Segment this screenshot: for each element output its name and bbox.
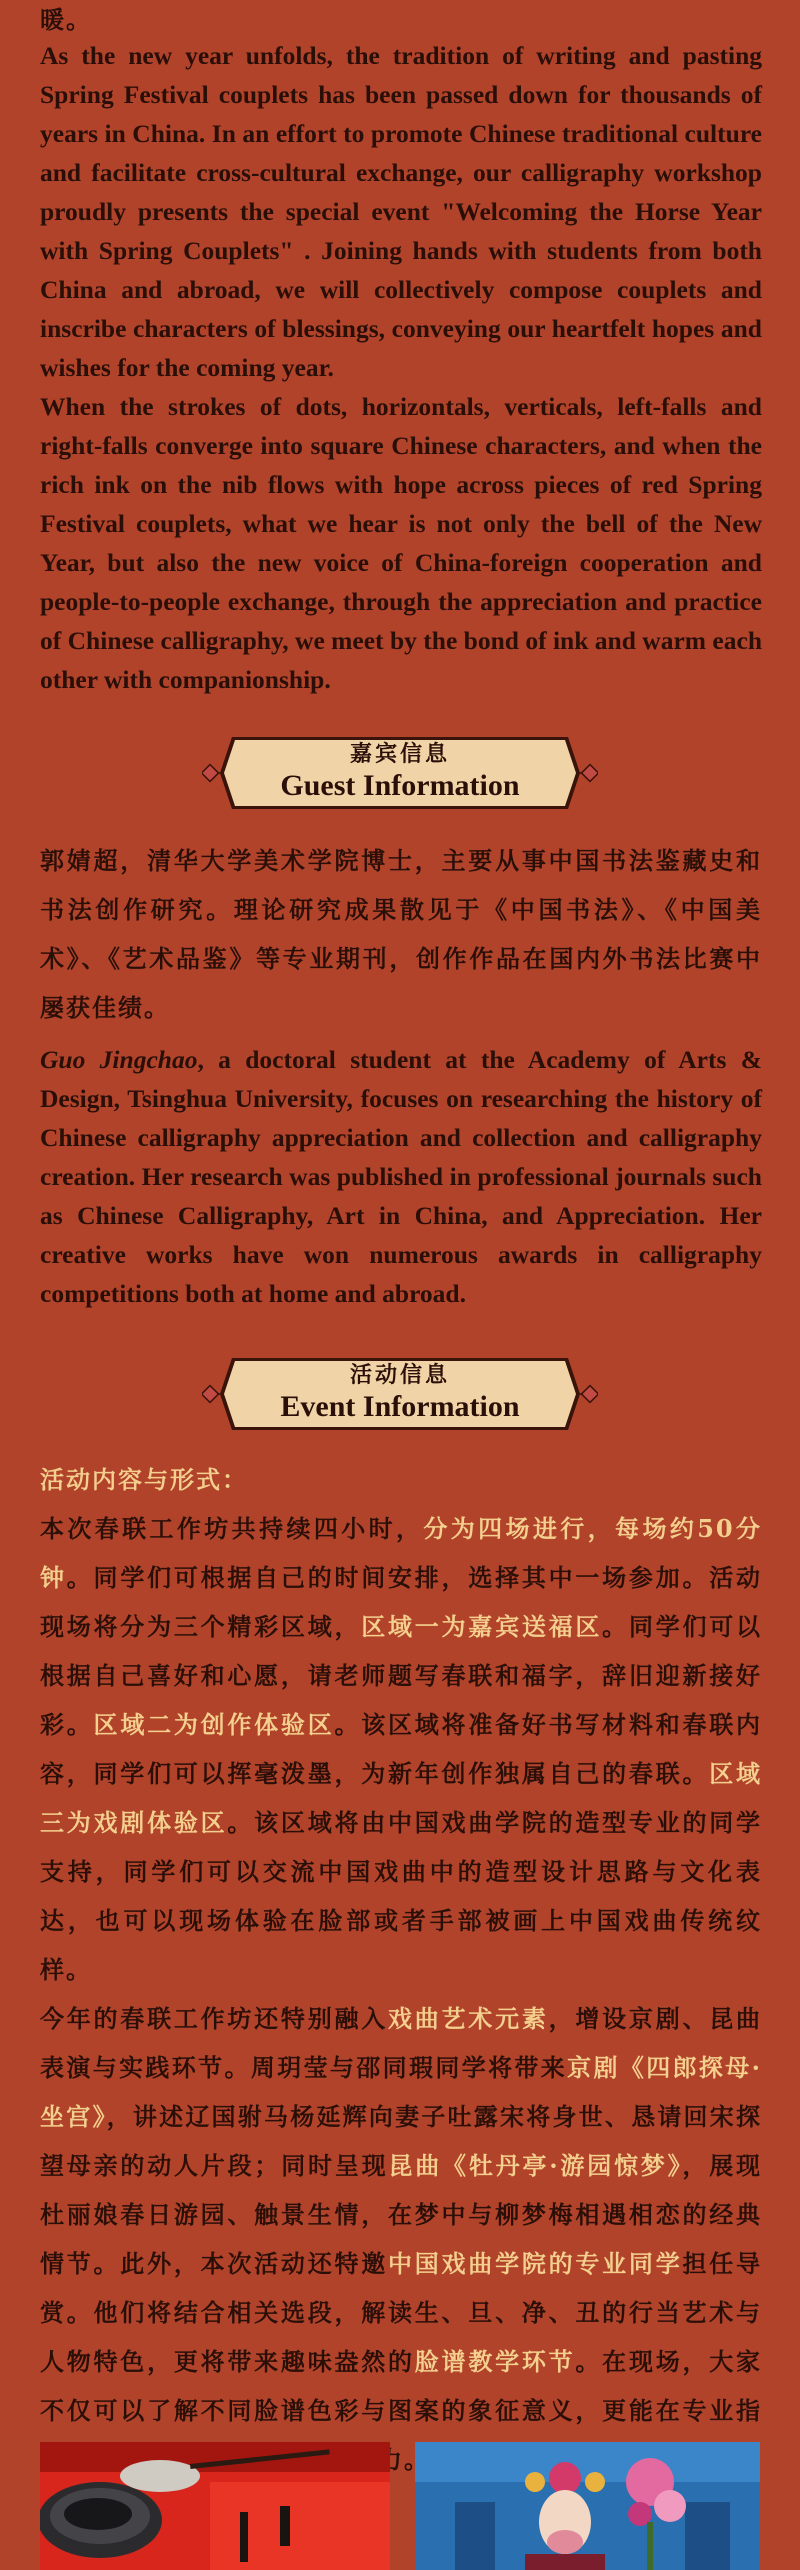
opera-photo-icon — [415, 2442, 760, 2570]
event-heading-banner — [202, 1354, 598, 1434]
intro-top-char: 暖。 — [40, 5, 92, 34]
body-text: ，增设京剧、昆曲表演与实践环节。周玥莹与邵同瑕同学将带来 — [40, 2004, 763, 2082]
guest-bio-cn: 郭婧超，清华大学美术学院博士，主要从事中国书法鉴藏史和书法创作研究。理论研究成果散见于《中国书法》、《中国美术》、《艺术品鉴》等专业期刊，创作作品在国内外书法比赛中屡获佳绩。 — [40, 846, 762, 1022]
guest-heading-cn: 嘉宾信息 — [349, 741, 450, 767]
body-text: 。同学们可根据自己的时间安排，选择其中一场参加。活动现场将分为三个精彩区域， — [40, 1563, 763, 1641]
highlight-text: 戏曲艺术元素 — [388, 2004, 549, 2033]
body-text: ，展现杜丽娘春日游园、触景生情，在梦中与柳梦梅相遇相恋的经典情节。此外，本次活动还特邀 — [40, 2151, 763, 2278]
highlight-text: 京剧《四郎探母·坐宫》 — [40, 2053, 762, 2131]
event-paragraph-1 — [40, 1504, 762, 1994]
guest-section — [40, 836, 762, 1313]
body-text: 。同学们可以根据自己喜好和心愿，请老师题写春联和福字，辞旧迎新接好彩。 — [40, 1612, 763, 1739]
body-text: 今年的春联工作坊还特别融入 — [40, 2004, 388, 2033]
body-text: ，讲述辽国驸马杨延辉向妻子吐露宋将身世、恳请回宋探望母亲的动人片段；同时呈现 — [40, 2102, 763, 2180]
intro-section — [40, 0, 762, 699]
calligraphy-ink-photo — [40, 2442, 390, 2570]
guest-heading-banner — [202, 733, 598, 813]
body-text: 。该区域将由中国戏曲学院的造型专业的同学支持，同学们可以交流中国戏曲中的造型设计思路与文化表达，也可以现场体验在脸部或者手部被画上中国戏曲传统纹样。 — [40, 1808, 763, 1984]
highlight-text: 区域一为嘉宾送福区 — [361, 1612, 603, 1641]
highlight-text: 脸谱教学环节 — [414, 2347, 576, 2376]
event-paragraph-2 — [40, 1994, 762, 2484]
guest-bio-en-text: , a doctoral student at the Academy of Arts & Design, Tsinghua University, focuses on researching the history of Chinese calligraphy appreciation and collection and calligraphy creation. Her research was published in professional journals such as Chinese Calligraphy, Art in China, and Appreciation. Her creative works have won numerous awards in calligraphy competitions both at home and abroad. — [40, 1045, 762, 1308]
body-text: 。在现场，大家不仅可以了解不同脸谱色彩与图案的象征意义，更能在专业指 力。 — [40, 2347, 763, 2474]
opera-performer-photo — [415, 2442, 760, 2570]
guest-bio-en — [40, 1040, 762, 1313]
highlight-text: 昆曲《牡丹亭·游园惊梦》 — [388, 2151, 683, 2180]
calligraphy-photo-icon — [40, 2442, 390, 2570]
event-section — [40, 1455, 762, 2484]
guest-name-en: Guo Jingchao — [40, 1045, 198, 1074]
body-text: 本次春联工作坊共持续四小时， — [40, 1514, 424, 1543]
highlight-text: 中国戏曲学院的专业同学 — [388, 2249, 683, 2278]
highlight-text: 区域二为创作体验区 — [93, 1710, 335, 1739]
event-heading-en: Event Information — [280, 1390, 520, 1423]
body-text: 。该区域将准备好书写材料和春联内容，同学们可以挥毫泼墨，为新年创作独属自己的春联。 — [40, 1710, 763, 1788]
guest-heading-en: Guest Information — [280, 769, 520, 802]
intro-paragraph-2: When the strokes of dots, horizontals, verticals, left-falls and right-falls converge into square Chinese characters, and when the rich ink on the nib flows with hope across pieces of red Spring Festival couplets, what we hear is not only the bell of the New Year, but also the new voice of China-foreign cooperation and people-to-people exchange, through the appreciation and practice of Chinese calligraphy, we meet by the bond of ink and warm each other with companionship. — [40, 392, 762, 694]
highlight-text: 分为四场进行，每场约50分钟 — [40, 1514, 762, 1592]
body-text: 担任导赏。他们将结合相关选段，解读生、旦、净、丑的行当艺术与人物特色，更将带来趣味盎然的 — [40, 2249, 763, 2376]
intro-paragraph-1: As the new year unfolds, the tradition of writing and pasting Spring Festival couplets has been passed down for thousands of years in China. In an effort to promote Chinese traditional culture and facilitate cross-cultural exchange, our calligraphy workshop proudly presents the special event "Welcoming the Horse Year with Spring Couplets" . Joining hands with students from both China and abroad, we will collectively compose couplets and inscribe characters of blessings, conveying our heartfelt hopes and wishes for the coming year. — [40, 41, 762, 382]
event-label: 活动内容与形式： — [40, 1465, 248, 1494]
highlight-text: 区域三为戏剧体验区 — [40, 1759, 763, 1837]
event-heading-cn: 活动信息 — [349, 1362, 450, 1388]
